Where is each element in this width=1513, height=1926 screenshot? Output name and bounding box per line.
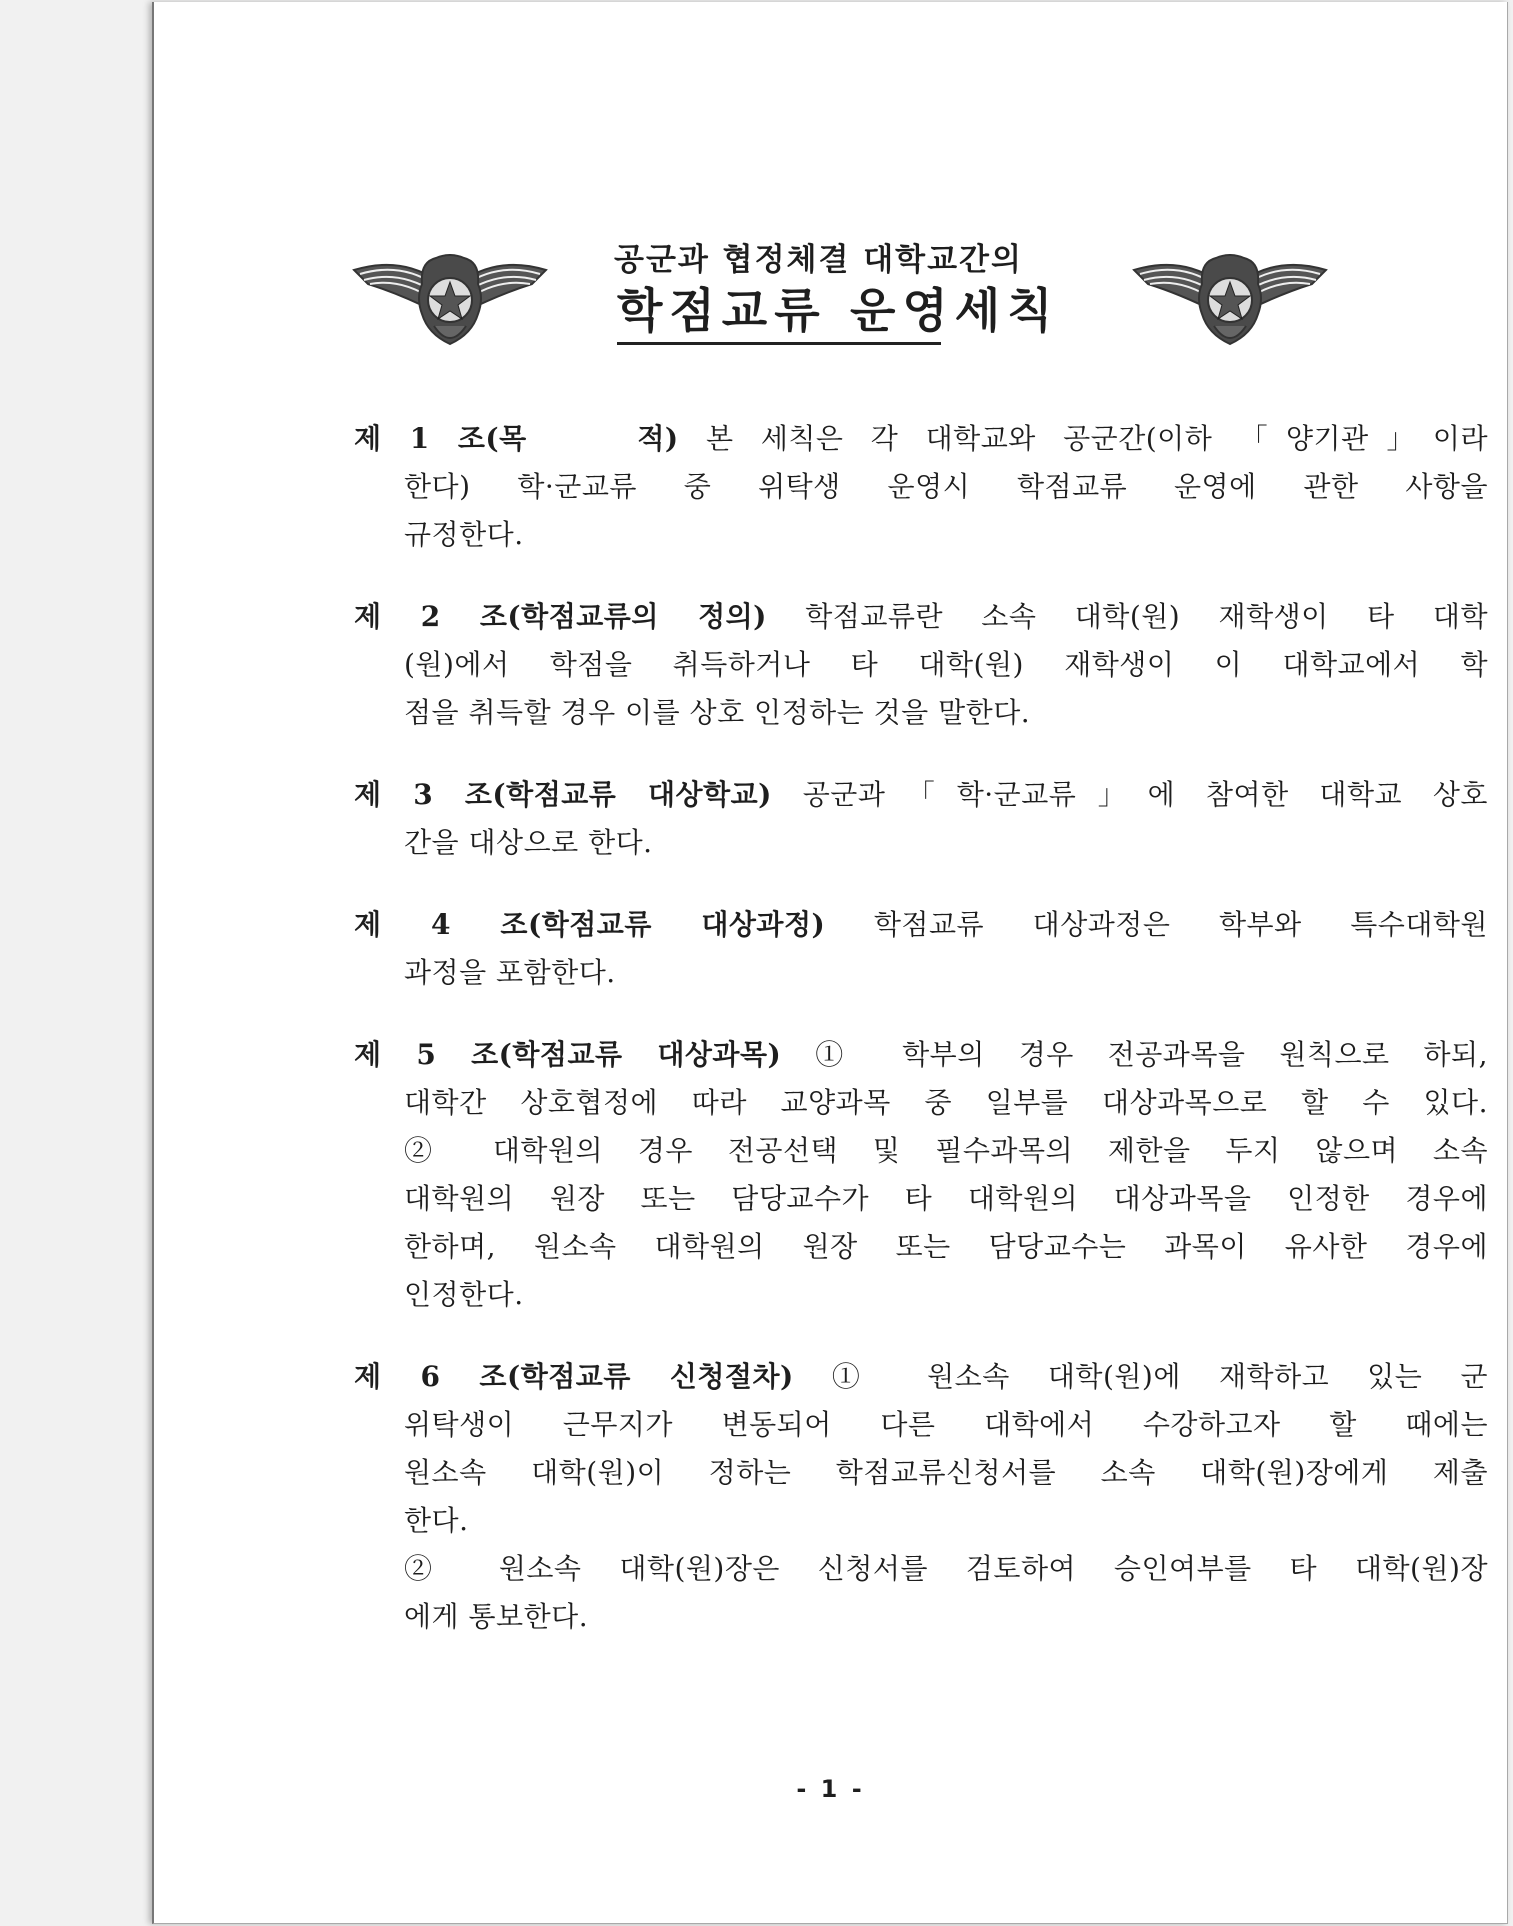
article-text-line: 간을 대상으로 한다.	[404, 826, 653, 859]
article-text-line: 한다) 학·군교류 중 위탁생 운영시 학점교류 운영에 관한 사항을	[404, 470, 1488, 503]
article-text-line: ① 원소속 대학(원)에 재학하고 있는 군	[831, 1360, 1488, 1393]
document-title: 학점교류 운영세칙	[617, 282, 941, 345]
article-text-line: 원소속 대학(원)이 정하는 학점교류신청서를 소속 대학(원)장에게 제출	[404, 1456, 1488, 1489]
document-subtitle: 공군과 협정체결 대학교간의	[614, 242, 1023, 278]
article-heading: 제 6 조(학점교류 신청절차)	[354, 1360, 794, 1393]
article-text-line: 학점교류란 소속 대학(원) 재학생이 타 대학	[805, 600, 1489, 633]
article-text-line: 대학원의 원장 또는 담당교수가 타 대학원의 대상과목을 인정한 경우에	[404, 1182, 1488, 1215]
page-number: - 1 -	[796, 1775, 865, 1803]
article-text-line: ② 대학원의 경우 전공선택 및 필수과목의 제한을 두지 않으며 소속	[404, 1134, 1488, 1167]
article-text-line: 한하며, 원소속 대학원의 원장 또는 담당교수는 과목이 유사한 경우에	[404, 1230, 1488, 1263]
article-2	[354, 593, 1488, 737]
article-4	[354, 901, 1488, 997]
article-3	[354, 771, 1488, 867]
article-1	[354, 415, 1488, 559]
article-text-line: 공군과「학·군교류」에 참여한 대학교 상호	[802, 778, 1488, 811]
air-force-eagle-emblem-icon	[350, 254, 550, 352]
article-text-line: 대학간 상호협정에 따라 교양과목 중 일부를 대상과목으로 할 수 있다.	[404, 1086, 1488, 1119]
air-force-eagle-emblem-icon	[1130, 254, 1330, 352]
article-text-line: 인정한다.	[404, 1278, 524, 1311]
document-page	[152, 2, 1508, 1924]
article-heading: 제 3 조(학점교류 대상학교)	[354, 778, 772, 811]
article-text-line: 학점교류 대상과정은 학부와 특수대학원	[873, 908, 1488, 941]
article-5	[354, 1031, 1488, 1319]
article-list	[354, 415, 1488, 1675]
article-text-line: 점을 취득할 경우 이를 상호 인정하는 것을 말한다.	[404, 696, 1031, 729]
article-text-line: ① 학부의 경우 전공과목을 원칙으로 하되,	[815, 1038, 1488, 1071]
article-text-line: ② 원소속 대학(원)장은 신청서를 검토하여 승인여부를 타 대학(원)장	[404, 1552, 1488, 1585]
article-6	[354, 1353, 1488, 1641]
article-heading: 제 1 조(목 적)	[354, 422, 679, 455]
article-heading: 제 4 조(학점교류 대상과정)	[354, 908, 826, 941]
article-text-line: 과정을 포함한다.	[404, 956, 616, 989]
article-heading: 제 5 조(학점교류 대상과목)	[354, 1038, 782, 1071]
article-heading: 제 2 조(학점교류의 정의)	[354, 600, 767, 633]
article-text-line: 위탁생이 근무지가 변동되어 다른 대학에서 수강하고자 할 때에는	[404, 1408, 1488, 1441]
article-text-line: 한다.	[404, 1504, 469, 1537]
article-text-line: 규정한다.	[404, 518, 524, 551]
article-text-line: 에게 통보한다.	[404, 1600, 589, 1633]
article-text-line: 본 세칙은 각 대학교와 공군간(이하 「양기관」이라	[705, 422, 1489, 455]
article-text-line: (원)에서 학점을 취득하거나 타 대학(원) 재학생이 이 대학교에서 학	[404, 648, 1488, 681]
